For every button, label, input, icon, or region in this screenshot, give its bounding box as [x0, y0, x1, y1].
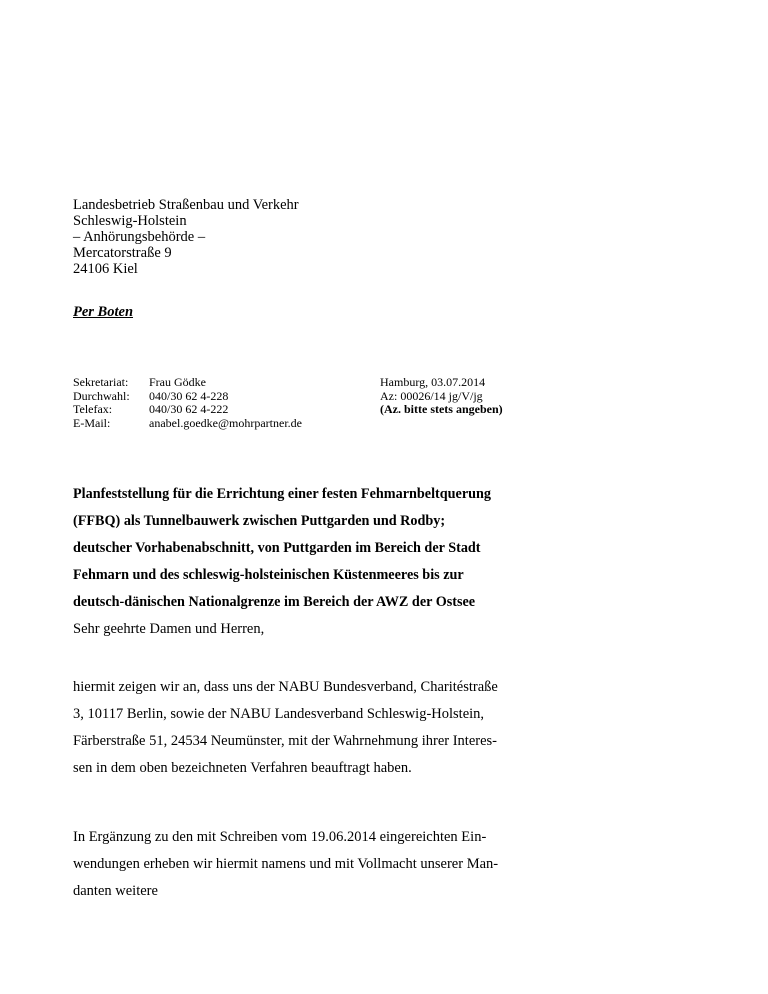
paragraph-line: hiermit zeigen wir an, dass uns der NABU Bundesverband, Charitéstraße [73, 679, 498, 695]
subject-line: Planfeststellung für die Errichtung einer festen Fehmarnbeltquerung [73, 486, 491, 502]
salutation: Sehr geehrte Damen und Herren, [73, 621, 265, 637]
contact-value: 040/30 62 4-222 [149, 402, 229, 416]
recipient-line: Mercatorstraße 9 [73, 245, 172, 261]
subject-line: Fehmarn und des schleswig-holsteinischen Küstenmeeres bis zur [73, 567, 464, 583]
paragraph-line: sen in dem oben bezeichneten Verfahren beauftragt haben. [73, 760, 412, 776]
contact-value: 040/30 62 4-228 [149, 388, 229, 403]
place-date: Hamburg, 03.07.2014 [380, 375, 486, 389]
contact-row [73, 390, 302, 404]
recipient-line: Landesbetrieb Straßenbau und Verkehr [73, 197, 299, 213]
contact-row [73, 403, 302, 417]
reference-note: (Az. bitte stets angeben) [380, 402, 503, 416]
paragraph-line: danten weitere [73, 883, 158, 899]
recipient-line: Schleswig-Holstein [73, 213, 187, 229]
contact-email: anabel.goedke@mohrpartner.de [149, 415, 302, 430]
paragraph-line: wendungen erheben wir hiermit namens und mit Vollmacht unserer Man- [73, 856, 499, 872]
contact-label: Durchwahl: [73, 388, 130, 403]
contact-row [73, 376, 302, 390]
body-paragraph [73, 674, 498, 782]
file-number: Az: 00026/14 jg/V/jg [380, 388, 483, 403]
paragraph-line: In Ergänzung zu den mit Schreiben vom 19.06.2014 eingereichten Ein- [73, 829, 487, 845]
reference-block [380, 376, 503, 417]
subject-line: (FFBQ) als Tunnelbauwerk zwischen Puttgarden und Rodby; [73, 513, 446, 529]
subject-line: deutscher Vorhabenabschnitt, von Puttgarden im Bereich der Stadt [73, 540, 481, 556]
paragraph-line: 3, 10117 Berlin, sowie der NABU Landesverband Schleswig-Holstein, [73, 706, 485, 722]
subject-line: deutsch-dänischen Nationalgrenze im Bereich der AWZ der Ostsee [73, 594, 476, 610]
contact-label: Sekretariat: [73, 375, 129, 389]
subject-heading [73, 481, 543, 616]
contact-info [73, 376, 302, 430]
recipient-line: 24106 Kiel [73, 261, 138, 277]
contact-label: Telefax: [73, 402, 113, 416]
contact-label: E-Mail: [73, 415, 111, 430]
body-paragraph [73, 824, 498, 905]
paragraph-line: Färberstraße 51, 24534 Neumünster, mit der Wahrnehmung ihrer Interes- [73, 733, 497, 749]
contact-value: Frau Gödke [149, 375, 206, 389]
recipient-line: – Anhörungsbehörde – [73, 229, 206, 245]
recipient-address [73, 197, 299, 277]
delivery-method: Per Boten [73, 304, 134, 320]
contact-row [73, 417, 302, 431]
